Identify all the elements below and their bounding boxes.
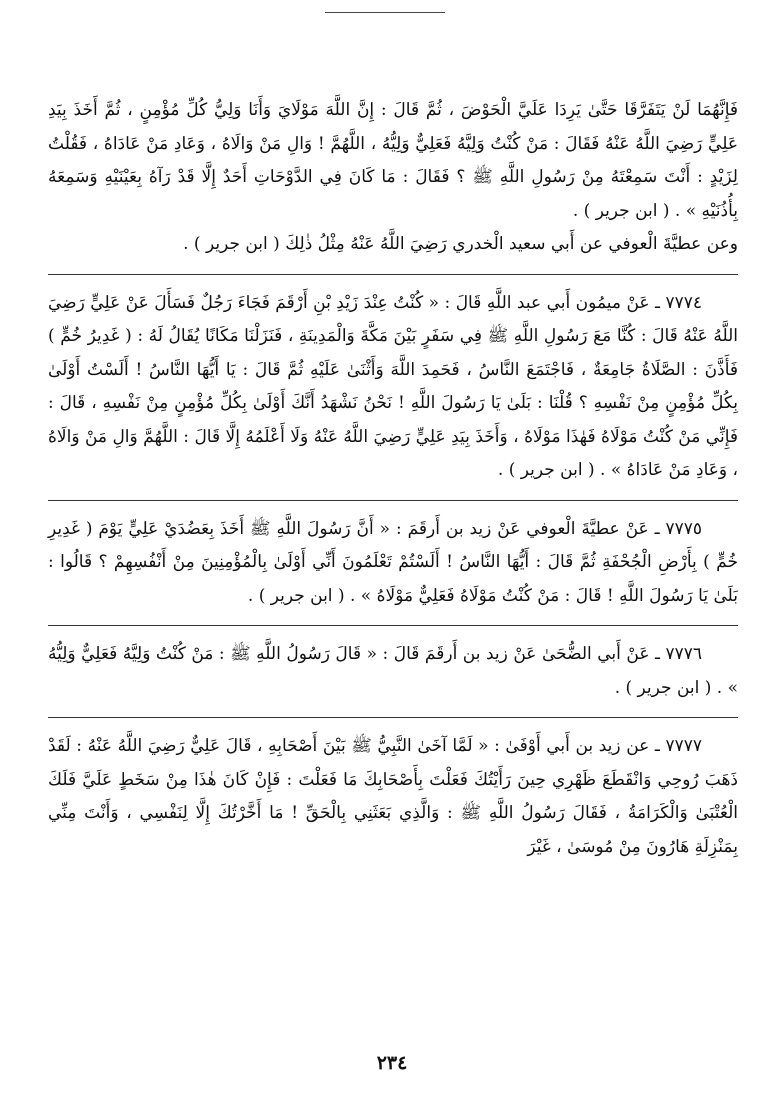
hadith-7777: ٧٧٧٧ ـ عن زيد بن أَبي أَوْفَىٰ : « لَمَّا آخَىٰ النَّبِيُّ ﷺ بَيْنَ أَصْحَابِهِ ، قَالَ عَلِيٌّ رَضِيَ اللَّهُ عَنْهُ : لَقَدْ ذَهَبَ رُوحِي وَانْقَطَعَ ظَهْرِي حِينَ رَأَيْتُكَ فَعَلْتَ بِأَصْحَابِكَ مَا فَعَلْتَ : فَإِنْ كَانَ هٰذَا مِنْ سَخَطٍ عَلَيَّ فَلَكَ الْعُتْبَىٰ وَالْكَرَامَةُ ، فَقَالَ رَسُولُ اللَّهِ ﷺ : وَالَّذِي بَعَثَنِي بِالْحَقِّ ! مَا أَخَّرْتُكَ إِلَّا لِنَفْسِي ، وَأَنْتَ مِنِّي بِمَنْزِلَةِ هَارُونَ مِنْ مُوسَىٰ ، غَيْرَ bbox=[48, 736, 738, 857]
section-divider bbox=[48, 274, 738, 275]
page-body bbox=[48, 94, 738, 864]
hadith-7775: ٧٧٧٥ ـ عَنْ عطيَّةَ الْعوفي عَنْ زيد بن أَرقَمَ : « أَنَّ رَسُولَ اللَّهِ ﷺ أَخَذَ بِعَضُدَيْ عَلِيٍّ يَوْمَ ( غَدِيرِ خُمٍّ ) بِأَرْضِ الْجُحْفَةِ ثُمَّ قَالَ : أَيُّهَا النَّاسُ ! أَلَسْتُمْ تَعْلَمُونَ أَنِّي أَوْلَىٰ بِالْمُؤْمِنِينَ مِنْ أَنْفُسِهِمْ ؟ قَالُوا : بَلَىٰ يَا رَسُولَ اللَّهِ ! قَالَ : مَنْ كُنْتُ مَوْلَاهُ فَعَلِيٌّ مَوْلَاهُ » . ( ابن جرير ) . bbox=[48, 518, 738, 606]
page-number: ٢٣٤ bbox=[376, 1052, 408, 1074]
top-rule bbox=[325, 12, 445, 13]
section-divider bbox=[48, 500, 738, 501]
paragraph-athiyya-note: وعن عطيَّةَ الْعوفي عن أَبي سعيد الْخدري رَضِيَ اللَّهُ عَنْهُ مِثْلُ ذٰلِكَ ( ابن جرير ) . bbox=[183, 234, 738, 254]
paragraph-continuation: فَإِنَّهُمَا لَنْ يَتَفَرَّقَا حَتَّىٰ يَرِدَا عَلَيَّ الْحَوْضَ ، ثُمَّ قَالَ : إِنَّ اللَّهَ مَوْلَايَ وَأَنَا وَلِيُّ كُلِّ مُؤْمِنٍ ، ثُمَّ أَخَذَ بِيَدِ عَلِيٍّ رَضِيَ اللَّهُ عَنْهُ فَقَالَ : مَنْ كُنْتُ وَلِيَّهُ فَعَلِيٌّ وَلِيُّهُ ، اللَّهُمَّ ! وَالِ مَنْ وَالَاهُ ، وَعَادِ مَنْ عَادَاهُ ، فَقُلْتُ لِزَيْدٍ : أَنْتَ سَمِعْتَهُ مِنْ رَسُولِ اللَّهِ ﷺ ؟ فَقَالَ : مَا كَانَ فِي الدَّوْحَاتِ أَحَدٌ إِلَّا قَدْ رَآهُ بِعَيْنَيْهِ وَسَمِعَهُ بِأُذُنَيْهِ » . ( ابن جرير ) . bbox=[48, 100, 738, 221]
section-divider bbox=[48, 625, 738, 626]
section-divider bbox=[48, 717, 738, 718]
hadith-7776: ٧٧٧٦ ـ عَنْ أَبي الضُّحَىٰ عَنْ زيد بن أَرقَمَ قَالَ : « قَالَ رَسُولُ اللَّهِ ﷺ : مَنْ كُنْتُ وَلِيَّهُ فَعَلِيٌّ وَلِيُّهُ » . ( ابن جرير ) . bbox=[48, 644, 738, 698]
hadith-7774: ٧٧٧٤ ـ عَنْ ميمُون أَبي عبد اللَّهِ قَالَ : « كُنْتُ عِنْدَ زَيْدِ بْنِ أَرْقَمَ فَجَاءَ رَجُلٌ فَسَأَلَ عَنْ عَلِيٍّ رَضِيَ اللَّهُ عَنْهُ قَالَ : كُنَّا مَعَ رَسُولِ اللَّهِ ﷺ فِي سَفَرٍ بَيْنَ مَكَّةَ وَالْمَدِينَةِ ، فَنَزَلْنَا مَكَانًا يُقَالُ لَهُ : ( غَدِيرُ خُمٍّ ) فَأَذَّنَ : الصَّلَاةُ جَامِعَةٌ ، فَاجْتَمَعَ النَّاسُ ، فَحَمِدَ اللَّهَ وَأَثْنَىٰ عَلَيْهِ ثُمَّ قَالَ : يَا أَيُّهَا النَّاسُ ! أَلَسْتُ أَوْلَىٰ بِكُلِّ مُؤْمِنٍ مِنْ نَفْسِهِ ؟ قُلْنَا : بَلَىٰ يَا رَسُولَ اللَّهِ ! نَحْنُ نَشْهَدُ أَنَّكَ أَوْلَىٰ بِكُلِّ مُؤْمِنٍ مِنْ نَفْسِهِ ، قَالَ : فَإِنِّي مَنْ كُنْتُ مَوْلَاهُ فَهٰذَا مَوْلَاهُ ، وَأَخَذَ بِيَدِ عَلِيٍّ رَضِيَ اللَّهُ عَنْهُ وَلَا أَعْلَمُهُ إِلَّا قَالَ : اللَّهُمَّ وَالِ مَنْ وَالَاهُ ، وَعَادِ مَنْ عَادَاهُ » . ( ابن جرير ) . bbox=[48, 292, 738, 480]
